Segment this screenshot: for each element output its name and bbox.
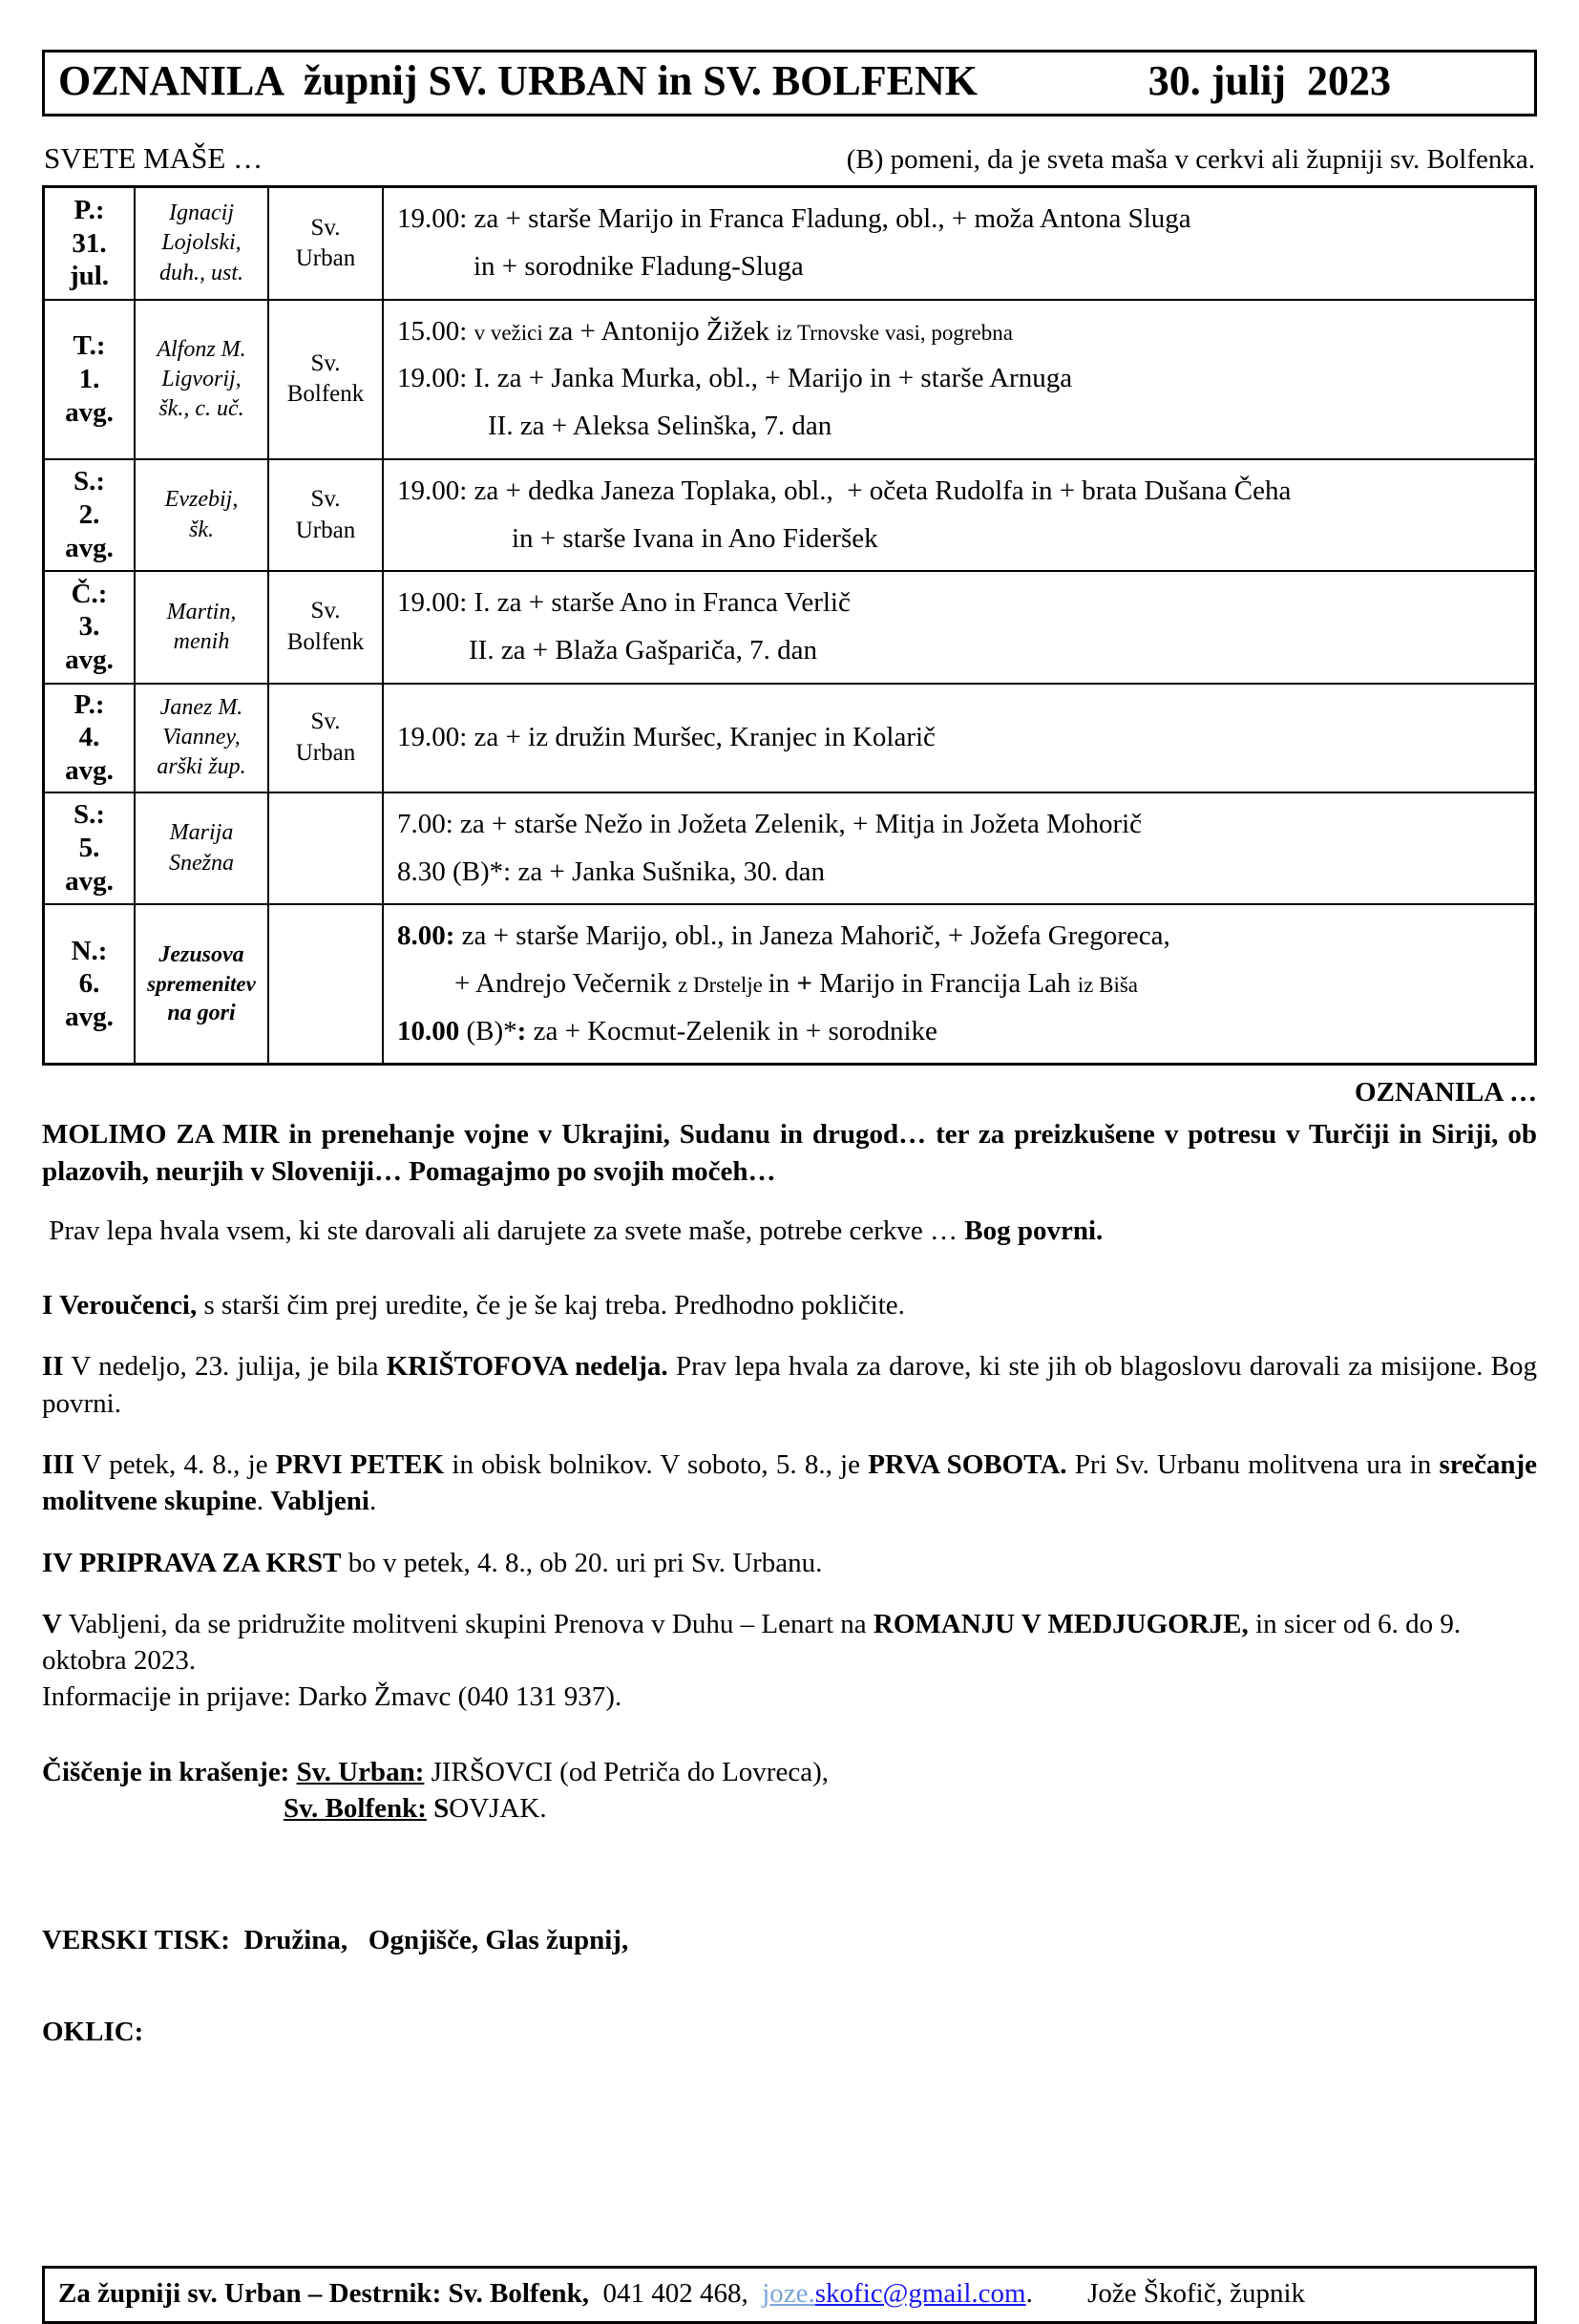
day-line: 5. (78, 833, 100, 864)
mass-line (397, 720, 936, 756)
mass-line (397, 474, 1291, 510)
text-run: KRIŠTOFOVA nedelja. (386, 1351, 668, 1383)
saint-line: Lojolski, (161, 230, 242, 256)
saint-line: Marija (169, 820, 234, 846)
mass-cell (384, 905, 1534, 1063)
church-line: Urban (295, 517, 356, 543)
church-line: Sv. (310, 349, 341, 376)
saint-line: Vianney, (162, 725, 241, 750)
church-line: Urban (295, 245, 356, 272)
mass-schedule-table (42, 185, 1537, 1066)
text-run: PRVI PETEK (275, 1449, 445, 1480)
text-run: Čiščenje in krašenje: (42, 1756, 297, 1787)
church-cell (269, 301, 384, 458)
mass-line (397, 919, 1170, 955)
church-line: Sv. (310, 598, 341, 624)
text-run: 10.00 (397, 1015, 467, 1046)
text-run: MOLIMO ZA MIR in prenehanje vojne v Ukrajini, Sudanu in drugod… ter za preizkušene v potresu v Turčiji in Siriji, ob plazovih, neurjih v Sloveniji… Pomagajmo po svojih močeh… (42, 1119, 1537, 1187)
text-run: . (256, 1486, 271, 1517)
text-run: VERSKI TISK: Družina, Ognjišče, Glas župnij, (42, 1925, 629, 1956)
text-run: 19.00: I. za + Janka Murka, obl., + Marijo in + starše Arnuga (397, 363, 1073, 394)
text-run: V petek, 4. 8., je (74, 1449, 276, 1480)
paragraph-ciscenje (42, 1754, 1537, 1828)
saint-line: Ligvorij, (161, 366, 242, 391)
church-cell (269, 905, 384, 1063)
mass-cell (384, 188, 1534, 298)
church-cell (269, 460, 384, 570)
text-run: in (768, 968, 797, 1000)
mass-line (397, 201, 1191, 238)
day-line: P.: (74, 688, 105, 720)
day-line: 3. (78, 611, 100, 643)
day-line: avg. (65, 866, 114, 898)
paragraph-medjugorje (42, 1606, 1537, 1716)
saint-line: šk., c. uč. (158, 395, 244, 421)
saint-cell (136, 793, 269, 903)
saint-line: Ignacij (169, 201, 234, 226)
text-run: Marijo in Francija Lah (811, 968, 1078, 1000)
text-run: IV PRIPRAVA ZA KRST (42, 1547, 342, 1578)
day-line: 31. (72, 227, 107, 259)
day-line: Č.: (71, 578, 108, 609)
day-line: S.: (73, 799, 106, 831)
subheader (42, 141, 1537, 176)
day-cell (45, 301, 136, 458)
mass-line (397, 409, 832, 445)
church-cell (269, 685, 384, 792)
paragraph-prvipetek (42, 1447, 1537, 1520)
day-cell (45, 685, 136, 792)
text-run: III (42, 1449, 74, 1480)
saint-line: šk. (189, 517, 214, 542)
saint-line: arški žup. (157, 754, 246, 780)
day-cell (45, 793, 136, 903)
text-run: iz Biša (1077, 973, 1139, 998)
text-run: I Veroučenci, (42, 1290, 198, 1321)
text-run: za + Antonijo Žižek (548, 315, 777, 347)
paragraph-krst (42, 1545, 1537, 1581)
day-cell (45, 905, 136, 1063)
church-cell (269, 793, 384, 903)
text-run: : (516, 1015, 527, 1046)
text-run: . (368, 1486, 377, 1517)
paragraph-oklic (42, 2014, 1537, 2050)
saint-cell (136, 188, 269, 298)
saint-line: Alfonz M. (157, 336, 246, 362)
text-run: 19.00: I. za + starše Ano in Franca Verlič (397, 587, 851, 619)
paragraph-kristofova (42, 1348, 1537, 1422)
table-row (45, 299, 1534, 458)
mass-line (397, 521, 878, 558)
church-cell (269, 188, 384, 298)
table-row (45, 570, 1534, 682)
text-run: Informacije in prijave: Darko Žmavc (040 131 937). (42, 1681, 622, 1713)
page-title: OZNANILA župnij SV. URBAN in SV. BOLFENK (58, 57, 978, 104)
mass-line (397, 249, 804, 285)
saint-line: Janez M. (159, 694, 243, 720)
text-run: S (433, 1792, 450, 1824)
text-run: in + sorodnike Fladung-Sluga (474, 251, 804, 283)
text-run: 8.00: (397, 920, 455, 952)
table-row (45, 458, 1534, 570)
saint-line: Snežna (169, 850, 234, 876)
table-row (45, 903, 1534, 1063)
text-run: V (42, 1608, 62, 1639)
text-run: 7.00: za + starše Nežo in Jožeta Zelenik, + Mitja in Jožeta Mohorič (397, 808, 1143, 839)
text-run: Za župniji sv. Urban – Destrnik: Sv. Bolfenk, (58, 2277, 589, 2309)
text-run: Prav lepa hvala vsem, ki ste darovali ali darujete za svete maše, potrebe cerkve … (42, 1215, 965, 1246)
mass-cell (384, 685, 1534, 792)
text-run: Sv. Bolfenk: (284, 1792, 427, 1824)
saint-line: menih (173, 628, 230, 654)
text-run: 19.00: za + dedka Janeza Toplaka, obl., + očeta Rudolfa in + brata Dušana Čeha (397, 475, 1292, 506)
text-run: . (1025, 2277, 1041, 2309)
day-line: 2. (78, 499, 100, 531)
text-run: II. za + Aleksa Selinška, 7. dan (488, 411, 832, 442)
saint-cell (136, 685, 269, 792)
paragraph-molimo (42, 1116, 1537, 1190)
email-link[interactable]: skofic@gmail.com (814, 2277, 1026, 2309)
mass-line (397, 314, 1013, 350)
paragraph-verski (42, 1922, 1537, 1958)
text-run: II (42, 1351, 64, 1383)
church-line: Bolfenk (286, 628, 365, 655)
saint-cell (136, 460, 269, 570)
text-run: za + Kocmut-Zelenik in + sorodnike (526, 1015, 937, 1046)
mass-line (397, 1014, 937, 1050)
saint-cell (136, 905, 269, 1063)
text-run: OVJAK. (449, 1792, 547, 1824)
mass-cell (384, 793, 1534, 903)
church-cell (269, 572, 384, 682)
text-run: 19.00: za + starše Marijo in Franca Fladung, obl., + moža Antona Sluga (397, 203, 1191, 235)
text-run: Pri Sv. Urbanu molitvena ura in (1066, 1449, 1440, 1480)
text-run: 8.30 (B)*: za + Janka Sušnika, 30. dan (397, 856, 826, 887)
text-run: bo v petek, 4. 8., ob 20. uri pri Sv. Urbanu. (341, 1547, 823, 1578)
text-run: OKLIC: (42, 2017, 144, 2048)
text-run: + Andrejo Večernik (454, 968, 679, 1000)
text-run: srečanje molitvene skupine (42, 1449, 1537, 1517)
mass-cell (384, 460, 1534, 570)
announcements-section (42, 1116, 1537, 2050)
mass-line (397, 855, 825, 891)
email-link[interactable]: joze. (762, 2277, 815, 2309)
text-run: 19.00: za + iz družin Muršec, Kranjec in Kolarič (397, 721, 936, 752)
saint-cell (136, 572, 269, 682)
day-cell (45, 188, 136, 298)
text-run: + (796, 968, 812, 1000)
table-row (45, 683, 1534, 792)
text-run: in obisk bolnikov. V soboto, 5. 8., je (444, 1449, 869, 1480)
mass-line (397, 807, 1142, 843)
church-line: Sv. (310, 708, 341, 735)
text-run: z Drstelje (678, 973, 768, 998)
text-run: (B)* (466, 1015, 517, 1046)
masses-label: SVETE MAŠE … (44, 141, 263, 176)
text-run: Jože Škofič, župnik (1087, 2277, 1305, 2309)
saint-line: duh., ust. (158, 260, 243, 285)
text-run: V nedeljo, 23. julija, je bila (63, 1351, 387, 1383)
mass-line (397, 633, 817, 669)
text-run: iz Trnovske vasi, pogrebna (776, 320, 1013, 345)
saint-line: Evzebij, (164, 487, 239, 513)
text-run: JIRŠOVCI (od Petriča do Lovreca), (424, 1756, 829, 1787)
day-line: T.: (73, 330, 106, 362)
saint-line: Martin, (166, 599, 237, 624)
text-run: II. za + Blaža Gašpariča, 7. dan (469, 634, 817, 666)
text-run: in + starše Ivana in Ano Fideršek (512, 522, 878, 554)
text-run: ROMANJU V MEDJUGORJE, (873, 1608, 1249, 1639)
day-line: 4. (78, 722, 100, 753)
text-run: v vežici (474, 320, 549, 345)
text-run: Bog povrni. (964, 1215, 1104, 1246)
mass-cell (384, 572, 1534, 682)
mass-line (397, 361, 1072, 397)
text-run: za + starše Marijo, obl., in Janeza Mahorič, + Jožefa Gregoreca, (454, 920, 1170, 952)
church-line: Sv. (310, 214, 341, 241)
day-line: avg. (65, 644, 114, 676)
day-line: S.: (73, 466, 106, 497)
mass-line (397, 966, 1138, 1003)
day-cell (45, 460, 136, 570)
mass-line (397, 585, 851, 622)
day-line: P.: (74, 194, 105, 225)
day-line: 6. (78, 968, 100, 1000)
text-run: PRVA SOBOTA. (868, 1449, 1067, 1480)
text-run: 041 402 468, (588, 2277, 763, 2309)
announcements-heading: OZNANILA … (1355, 1077, 1537, 1109)
table-row (45, 792, 1534, 903)
title-box (42, 50, 1537, 116)
page-date: 30. julij 2023 (1147, 57, 1391, 104)
saint-line: Jezusova (158, 941, 244, 967)
text-run: s starši čim prej uredite, če je še kaj treba. Predhodno pokličite. (197, 1290, 905, 1321)
day-line: 1. (78, 363, 100, 394)
text-run: Sv. Urban: (296, 1756, 425, 1787)
day-line: avg. (65, 1002, 114, 1033)
saint-line: spremenitev (147, 971, 256, 996)
table-row (45, 188, 1534, 298)
day-cell (45, 572, 136, 682)
saint-cell (136, 301, 269, 458)
saint-line: na gori (167, 1000, 236, 1025)
text-run: 15.00: (397, 315, 474, 347)
day-line: N.: (71, 935, 108, 966)
text-run: Vabljeni (270, 1486, 369, 1517)
day-line: avg. (65, 755, 114, 787)
day-line: avg. (65, 396, 114, 428)
footer-box (42, 2266, 1537, 2324)
paragraph-verouce (42, 1287, 1537, 1323)
church-line: Sv. (310, 486, 341, 513)
day-line: jul. (69, 261, 110, 292)
legend-note: (B) pomeni, da je sveta maša v cerkvi ali župniji sv. Bolfenka. (846, 144, 1535, 176)
text-run: Prav lepa hvala za darove, ki ste jih ob blagoslovu darovali za misijone. Bog povrni. (42, 1351, 1537, 1419)
day-line: avg. (65, 532, 114, 563)
church-line: Urban (295, 739, 356, 766)
mass-cell (384, 301, 1534, 458)
church-line: Bolfenk (286, 381, 365, 408)
paragraph-hvala (42, 1213, 1537, 1249)
text-run: Vabljeni, da se pridružite molitveni skupini Prenova v Duhu – Lenart na (61, 1608, 874, 1639)
text-run: in sicer od 6. do 9. oktobra 2023. (42, 1608, 1462, 1677)
